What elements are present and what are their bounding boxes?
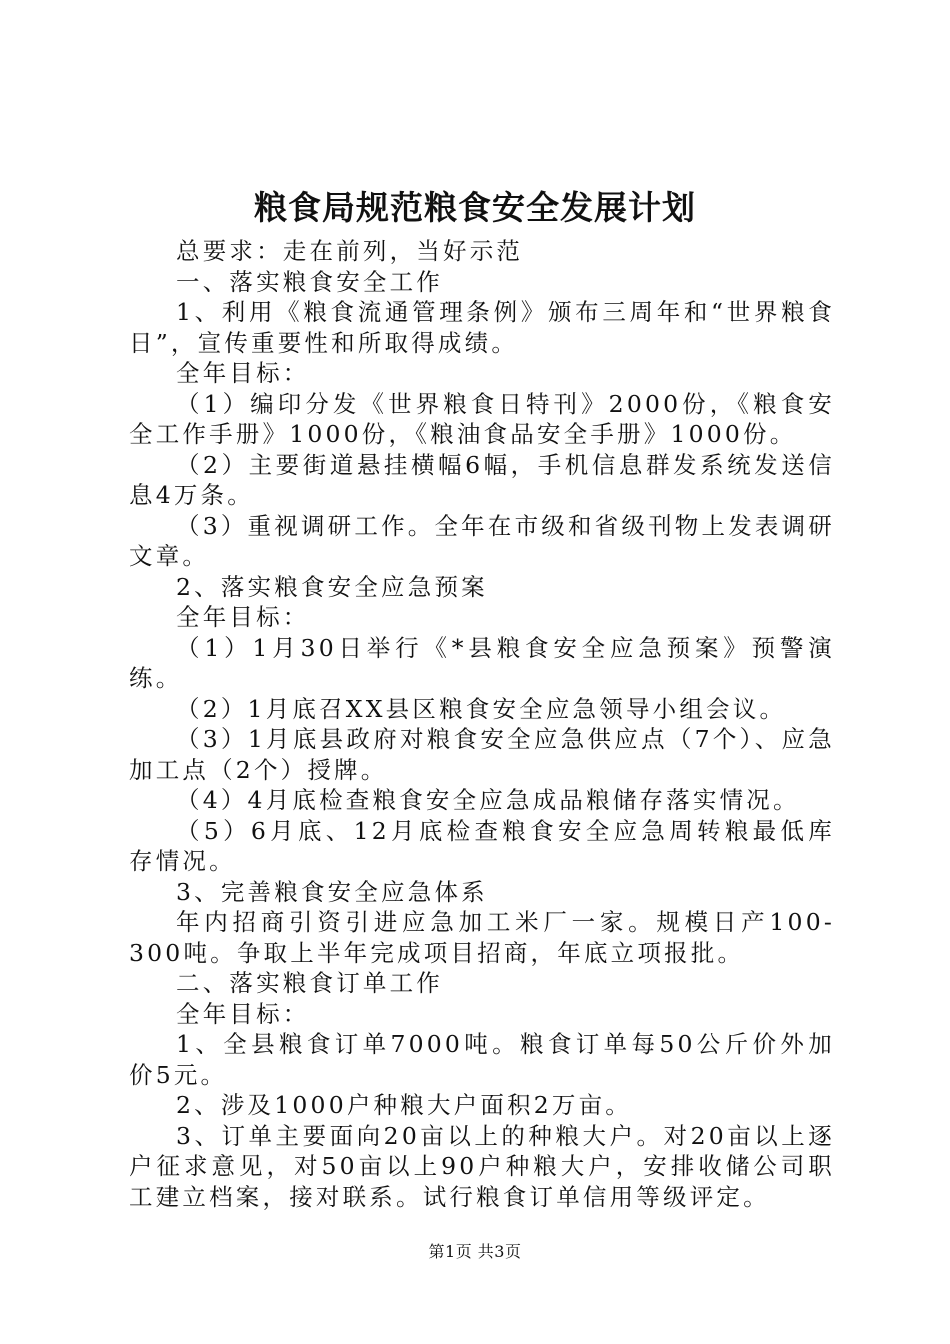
paragraph-goal-3: （3）重视调研工作。全年在市级和省级刊物上发表调研文章。 (129, 511, 835, 570)
paragraph-goal-2: （2）主要街道悬挂横幅6幅，手机信息群发系统发送信息4万条。 (129, 450, 835, 509)
paragraph-item-3: 3、完善粮食安全应急体系 (176, 877, 488, 906)
paragraph-item-3-detail: 年内招商引资引进应急加工米厂一家。规模日产100-300吨。争取上半年完成项目招商，年底立项报批。 (129, 908, 835, 967)
paragraph-item-1: 1、利用《粮食流通管理条例》颁布三周年和“世界粮食日”，宣传重要性和所取得成绩。 (129, 298, 835, 357)
paragraph-goal-2: （2）1月底召XX县区粮食安全应急领导小组会议。 (176, 694, 787, 723)
heading-section-2: 二、落实粮食订单工作 (176, 969, 443, 997)
paragraph-goal-1: （1）1月30日举行《*县粮食安全应急预案》预警演练。 (129, 633, 835, 692)
paragraph-goal-4: （4）4月底检查粮食安全应急成品粮储存落实情况。 (176, 786, 800, 814)
page-number-footer: 第1页 共3页 (428, 1242, 522, 1261)
paragraph-order-2: 2、涉及1000户种粮大户面积2万亩。 (176, 1091, 633, 1119)
paragraph-annual-goal: 全年目标： (176, 999, 310, 1028)
paragraph-general-requirement: 总要求：走在前列，当好示范 (176, 237, 524, 265)
paragraph-goal-1: （1）编印分发《世界粮食日特刊》2000份，《粮食安全工作手册》1000份，《粮油食品安全手册》1000份。 (129, 389, 835, 448)
paragraph-goal-5: （5）6月底、12月底检查粮食安全应急周转粮最低库存情况。 (129, 816, 835, 875)
paragraph-item-2: 2、落实粮食安全应急预案 (176, 572, 488, 601)
paragraph-order-3: 3、订单主要面向20亩以上的种粮大户。对20亩以上逐户征求意见，对50亩以上90户种粮大户，安排收储公司职工建立档案，接对联系。试行粮食订单信用等级评定。 (129, 1121, 835, 1211)
paragraph-annual-goal: 全年目标： (176, 359, 310, 387)
paragraph-goal-3: （3）1月底县政府对粮食安全应急供应点（7个）、应急加工点（2个）授牌。 (129, 725, 835, 784)
paragraph-order-1: 1、全县粮食订单7000吨。粮食订单每50公斤价外加价5元。 (129, 1030, 835, 1089)
heading-section-1: 一、落实粮食安全工作 (176, 267, 443, 296)
paragraph-annual-goal: 全年目标： (176, 603, 310, 631)
document-title: 粮食局规范粮食安全发展计划 (254, 188, 696, 227)
document-body (129, 236, 835, 1212)
